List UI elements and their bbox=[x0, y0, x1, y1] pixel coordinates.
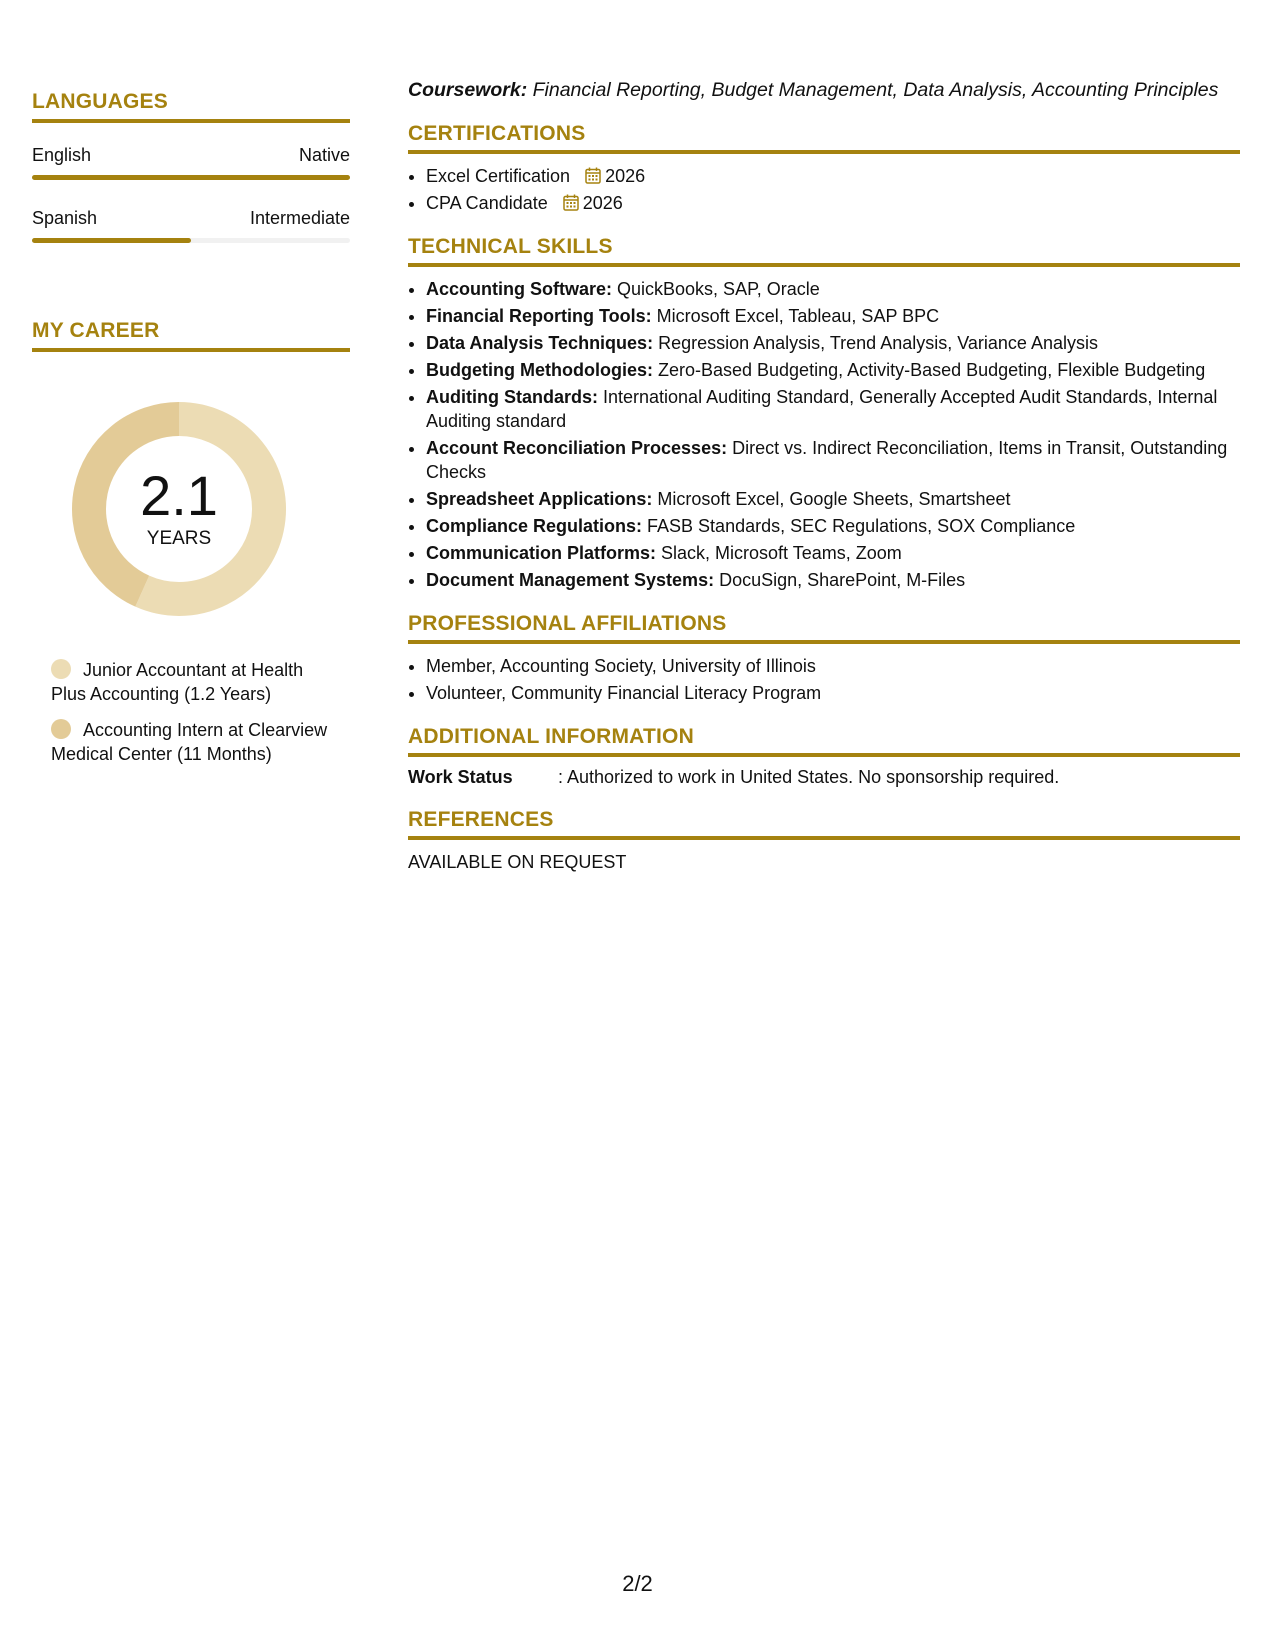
skill-value: International Auditing Standard, Generally Accepted Audit Standards, Internal Auditing standard bbox=[426, 387, 1218, 431]
skill-item bbox=[426, 487, 1240, 511]
skill-value: QuickBooks, SAP, Oracle bbox=[612, 279, 820, 299]
career-total-unit: YEARS bbox=[146, 528, 212, 549]
affiliations-section bbox=[408, 612, 1240, 705]
skill-item bbox=[426, 541, 1240, 565]
career-job-label: Junior Accountant at Health Plus Accounting (1.2 Years) bbox=[51, 660, 304, 704]
career-donut-chart bbox=[66, 396, 292, 622]
skill-label: Document Management Systems: bbox=[426, 570, 715, 590]
technical-skills-section bbox=[408, 235, 1240, 592]
technical-skills-list bbox=[408, 277, 1240, 592]
language-proficiency-bar bbox=[32, 175, 350, 180]
career-job-label: Accounting Intern at Clearview Medical Center (11 Months) bbox=[51, 720, 328, 764]
certification-name: Excel Certification bbox=[426, 166, 571, 186]
legend-dot bbox=[51, 719, 71, 739]
affiliation-item: • Volunteer, Community Financial Literacy Program bbox=[426, 681, 1240, 705]
language-proficiency-fill bbox=[32, 238, 191, 243]
work-status-key: Work Status bbox=[408, 767, 513, 787]
coursework bbox=[408, 78, 1240, 102]
skill-item bbox=[426, 385, 1240, 433]
additional-info-heading: ADDITIONAL INFORMATION bbox=[408, 725, 1240, 757]
languages-heading: LANGUAGES bbox=[32, 90, 350, 123]
language-level: Native bbox=[298, 145, 350, 165]
certifications-list bbox=[408, 164, 1240, 215]
language-proficiency-bar bbox=[32, 238, 350, 243]
work-status-row bbox=[408, 767, 1240, 788]
skill-item bbox=[426, 358, 1240, 382]
skill-label: Accounting Software: bbox=[426, 279, 613, 299]
skill-item bbox=[426, 436, 1240, 484]
skill-value: Regression Analysis, Trend Analysis, Variance Analysis bbox=[653, 333, 1098, 353]
career-legend-item bbox=[51, 718, 331, 766]
calendar-icon bbox=[563, 194, 579, 211]
language-name: English bbox=[32, 145, 92, 165]
calendar-icon bbox=[585, 167, 601, 184]
language-name: Spanish bbox=[32, 208, 98, 228]
certification-item bbox=[426, 191, 1240, 215]
certification-year: 2026 bbox=[582, 193, 623, 213]
language-proficiency-fill bbox=[32, 175, 350, 180]
career-legend bbox=[51, 658, 331, 766]
career-legend-item bbox=[51, 658, 331, 706]
affiliations-heading: PROFESSIONAL AFFILIATIONS bbox=[408, 612, 1240, 644]
certifications-heading: CERTIFICATIONS bbox=[408, 122, 1240, 154]
skill-value: Slack, Microsoft Teams, Zoom bbox=[656, 543, 902, 563]
references-heading: REFERENCES bbox=[408, 808, 1240, 840]
certification-name: CPA Candidate bbox=[426, 193, 548, 213]
coursework-label: Coursework: bbox=[408, 79, 528, 101]
career-heading: MY CAREER bbox=[32, 319, 350, 352]
career-total-years: 2.1 bbox=[140, 464, 218, 527]
skill-value: Direct vs. Indirect Reconciliation, Items in Transit, Outstanding Checks bbox=[426, 438, 1228, 482]
skill-item bbox=[426, 277, 1240, 301]
skill-label: Financial Reporting Tools: bbox=[426, 306, 652, 326]
skill-label: Data Analysis Techniques: bbox=[426, 333, 654, 353]
left-column bbox=[32, 90, 350, 778]
affiliations-list bbox=[408, 654, 1240, 705]
skill-value: DocuSign, SharePoint, M-Files bbox=[714, 570, 966, 590]
skill-value: Microsoft Excel, Tableau, SAP BPC bbox=[651, 306, 940, 326]
skill-value: Microsoft Excel, Google Sheets, Smartsheet bbox=[652, 489, 1011, 509]
page-number: 2/2 bbox=[622, 1571, 653, 1596]
references-section bbox=[408, 808, 1240, 873]
additional-info-section bbox=[408, 725, 1240, 788]
skill-label: Auditing Standards: bbox=[426, 387, 598, 407]
work-status-value: : Authorized to work in United States. No sponsorship required. bbox=[558, 767, 1060, 787]
skill-value: FASB Standards, SEC Regulations, SOX Compliance bbox=[642, 516, 1076, 536]
language-item-english bbox=[32, 145, 350, 180]
skill-item bbox=[426, 304, 1240, 328]
right-column bbox=[408, 78, 1240, 873]
certification-item bbox=[426, 164, 1240, 188]
donut-center-label bbox=[66, 396, 292, 622]
certifications-section bbox=[408, 122, 1240, 215]
skill-label: Account Reconciliation Processes: bbox=[426, 438, 728, 458]
certification-year: 2026 bbox=[605, 166, 646, 186]
references-text: AVAILABLE ON REQUEST bbox=[408, 852, 627, 872]
skill-item bbox=[426, 331, 1240, 355]
language-level: Intermediate bbox=[249, 208, 350, 228]
skill-label: Spreadsheet Applications: bbox=[426, 489, 653, 509]
skill-value: Zero-Based Budgeting, Activity-Based Budgeting, Flexible Budgeting bbox=[652, 360, 1206, 380]
coursework-text: Financial Reporting, Budget Management, Data Analysis, Accounting Principles bbox=[527, 79, 1219, 101]
skill-label: Compliance Regulations: bbox=[426, 516, 643, 536]
technical-skills-heading: TECHNICAL SKILLS bbox=[408, 235, 1240, 267]
affiliation-item: • Member, Accounting Society, University of Illinois bbox=[426, 654, 1240, 678]
skill-item bbox=[426, 514, 1240, 538]
skill-label: Budgeting Methodologies: bbox=[426, 360, 653, 380]
skill-label: Communication Platforms: bbox=[426, 543, 657, 563]
legend-dot bbox=[51, 659, 71, 679]
skill-item bbox=[426, 568, 1240, 592]
language-item-spanish bbox=[32, 208, 350, 243]
